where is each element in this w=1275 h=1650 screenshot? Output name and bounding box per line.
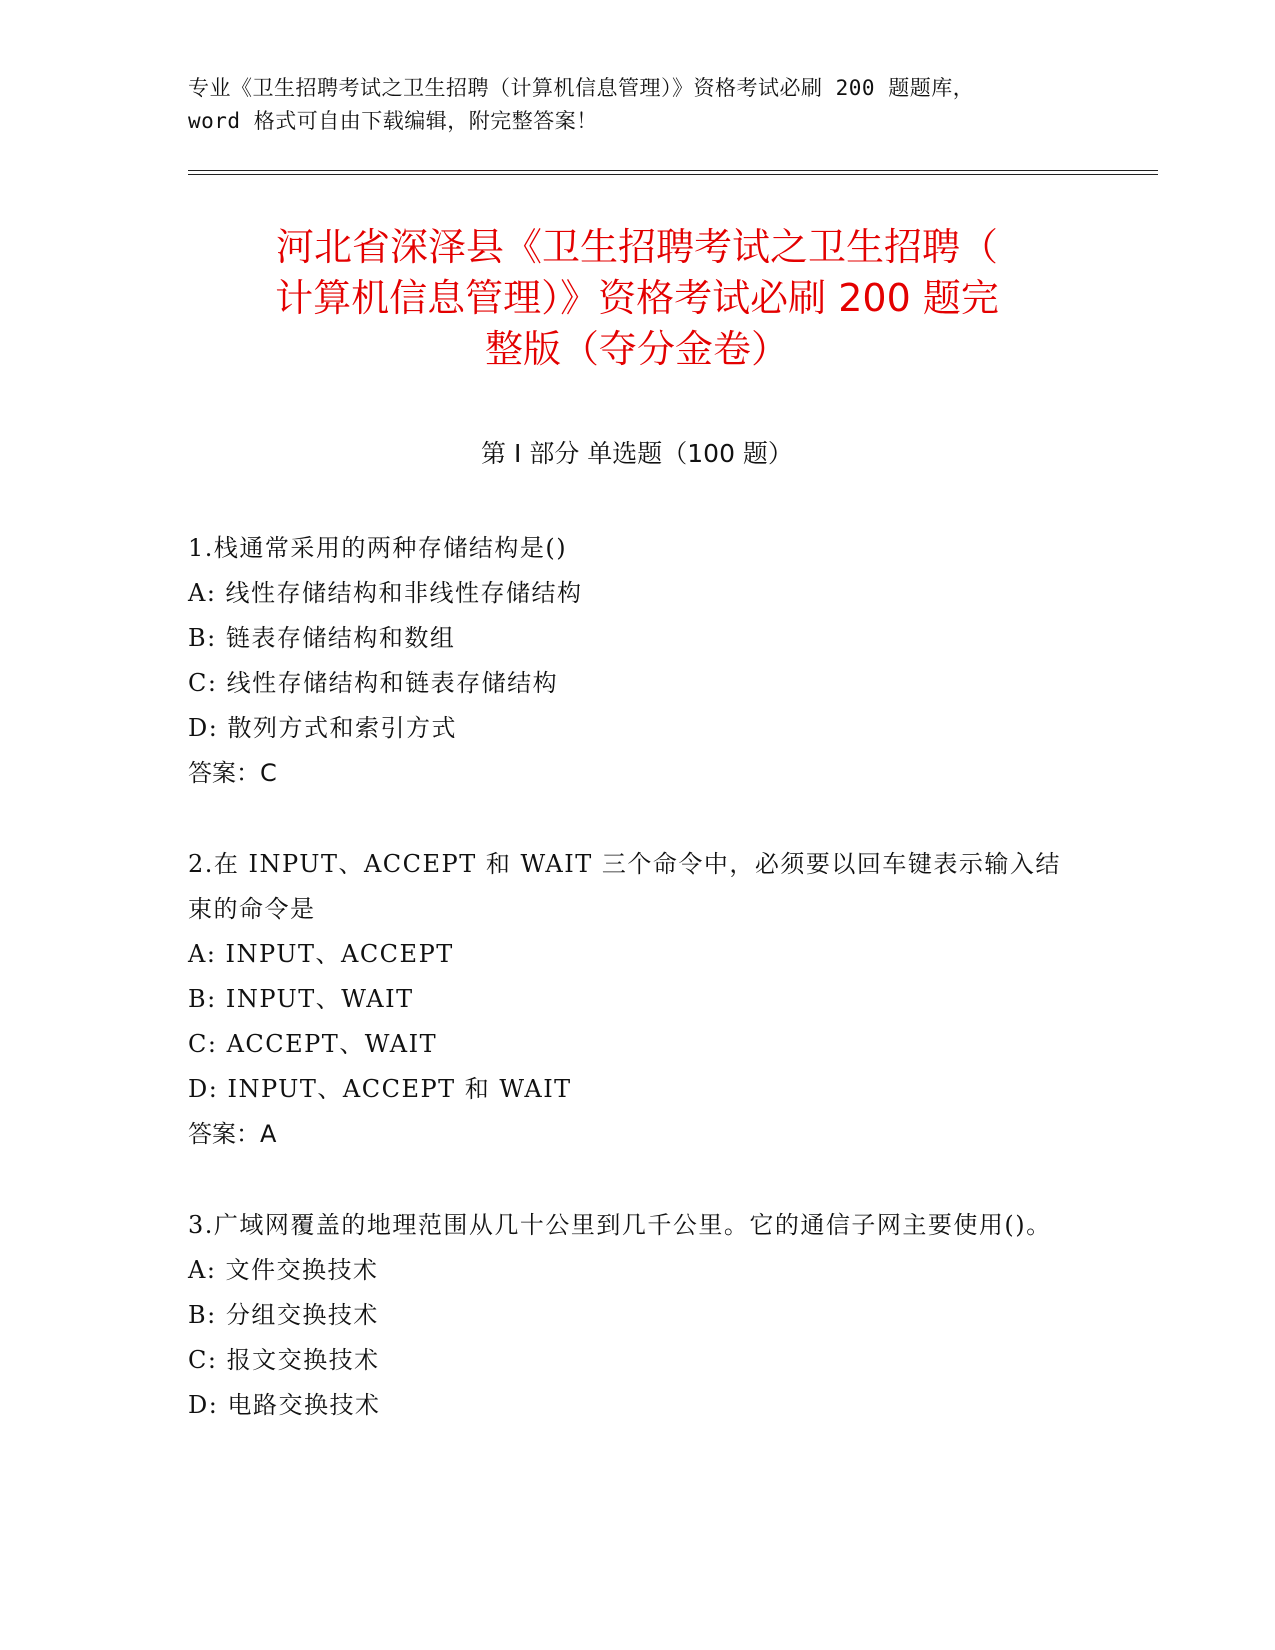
option-d: D: 散列方式和索引方式 — [188, 714, 457, 742]
option-a: A: 文件交换技术 — [188, 1256, 379, 1284]
header-line-1: 专业《卫生招聘考试之卫生招聘（计算机信息管理）》资格考试必刷 200 题题库， — [188, 76, 975, 100]
answer-line: 答案：C — [188, 759, 277, 787]
option-b: B: INPUT、WAIT — [188, 985, 414, 1013]
question-3 — [188, 1203, 1068, 1428]
question-2 — [188, 842, 1068, 1157]
option-c: C: 线性存储结构和链表存储结构 — [188, 669, 559, 697]
option-c: C: ACCEPT、WAIT — [188, 1030, 438, 1058]
header-divider-top — [188, 170, 1158, 171]
option-d: D: 电路交换技术 — [188, 1391, 381, 1419]
option-a: A: 线性存储结构和非线性存储结构 — [188, 579, 583, 607]
document-header — [188, 72, 1088, 138]
document-title — [188, 222, 1086, 375]
header-line-2: word 格式可自由下载编辑，附完整答案！ — [188, 109, 598, 133]
question-list — [188, 526, 1068, 1474]
section-heading: 第 I 部分 单选题（100 题） — [481, 439, 793, 468]
title-line-1: 河北省深泽县《卫生招聘考试之卫生招聘（ — [275, 225, 998, 269]
question-1 — [188, 526, 1068, 796]
question-stem: 3.广域网覆盖的地理范围从几十公里到几千公里。它的通信子网主要使用()。 — [188, 1211, 1052, 1239]
title-line-2: 计算机信息管理）》资格考试必刷 200 题完 — [275, 276, 999, 320]
option-b: B: 分组交换技术 — [188, 1301, 379, 1329]
option-b: B: 链表存储结构和数组 — [188, 624, 456, 652]
title-line-3: 整版（夺分金卷） — [484, 327, 789, 371]
question-stem: 1.栈通常采用的两种存储结构是() — [188, 534, 568, 562]
option-c: C: 报文交换技术 — [188, 1346, 380, 1374]
question-stem: 2.在 INPUT、ACCEPT 和 WAIT 三个命令中，必须要以回车键表示输入结束的命令是 — [188, 850, 1061, 923]
answer-line: 答案：A — [188, 1120, 277, 1148]
option-d: D: INPUT、ACCEPT 和 WAIT — [188, 1075, 572, 1103]
option-a: A: INPUT、ACCEPT — [188, 940, 454, 968]
header-divider-bottom — [188, 174, 1158, 175]
